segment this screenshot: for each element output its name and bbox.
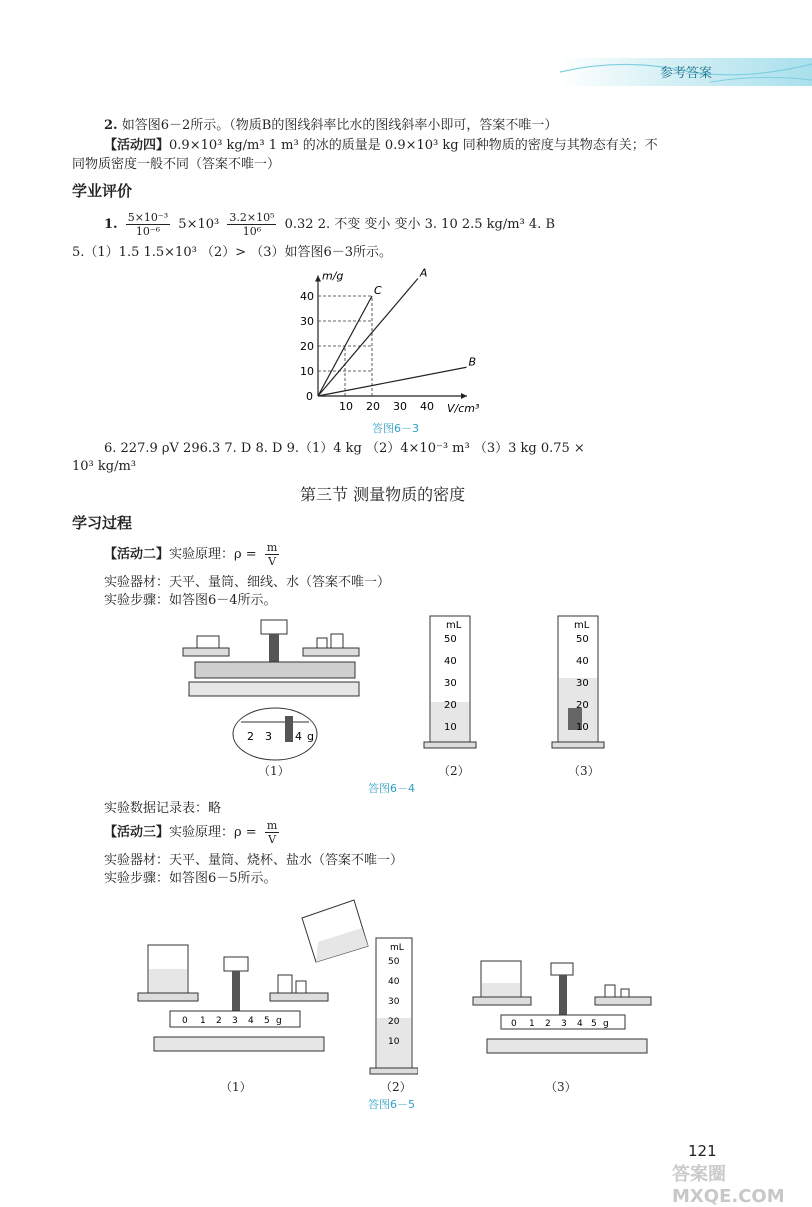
rho-fraction-1: $\frac{m}{V}$ <box>266 541 278 568</box>
activity3-principle: 【活动三】实验原理：ρ = $\frac{m}{V}$ <box>104 819 278 846</box>
svg-text:2: 2 <box>545 1019 551 1029</box>
fig4-sub1: （1） <box>258 764 290 778</box>
y-tick-label: 40 <box>300 290 314 303</box>
activity4-line1 <box>104 137 658 155</box>
fig5-caption: 答图6－5 <box>368 1098 415 1111</box>
x-axis-arrow <box>461 393 467 399</box>
svg-text:1: 1 <box>529 1019 535 1029</box>
y-axis-arrow <box>315 276 321 282</box>
svg-text:2: 2 <box>216 1016 222 1026</box>
activity4-tag: 【活动四】 <box>104 138 170 153</box>
svg-text:mL: mL <box>390 943 404 953</box>
fig5-sub2: （2） <box>380 1080 412 1094</box>
svg-text:5: 5 <box>591 1019 597 1029</box>
fraction-2: $\frac{\text{3.2×10⁵}}{\text{10⁶}}$ <box>229 211 275 238</box>
svg-text:20: 20 <box>388 1017 400 1027</box>
svg-text:g: g <box>603 1019 609 1029</box>
svg-text:40: 40 <box>388 977 400 987</box>
activity2-steps: 实验步骤：如答图6－4所示。 <box>104 593 277 608</box>
activity3-materials: 实验器材：天平、量筒、烧杯、盐水（答案不唯一） <box>104 853 404 868</box>
fig4-sub3: （3） <box>568 764 600 778</box>
series-label-B: B <box>468 355 477 369</box>
watermark: 答案圈 MXQE.COM <box>672 1164 785 1207</box>
balance-figure-5-3 <box>465 955 655 1065</box>
series-line-B <box>318 367 467 396</box>
rho-fraction-2: $\frac{m}{V}$ <box>266 819 278 846</box>
svg-text:3: 3 <box>561 1019 567 1029</box>
q1-rest: 0.32 2. 不变 变小 变小 3. 10 2.5 kg/m³ 4. B <box>284 217 555 232</box>
activity2-tag: 【活动二】 <box>104 547 170 562</box>
series-label-A: A <box>419 266 428 280</box>
svg-text:5: 5 <box>264 1016 270 1026</box>
fig5-sub1: （1） <box>220 1080 252 1094</box>
cylinder-figure-4-2 <box>420 612 490 752</box>
activity4-line2: 同物质密度一般不同（答案不唯一） <box>72 157 281 172</box>
x-tick-label: 40 <box>420 400 434 413</box>
assessment-q6-line1: 6. 227.9 ρV 296.3 7. D 8. D 9.（1）4 kg （2）4×10⁻³ m³ （3）3 kg 0.75 × <box>104 441 585 456</box>
svg-text:0: 0 <box>511 1019 517 1029</box>
svg-text:4: 4 <box>248 1016 254 1026</box>
svg-text:40: 40 <box>444 656 457 667</box>
origin-label: 0 <box>306 390 313 403</box>
fig5-sub3: （3） <box>545 1080 577 1094</box>
cylinder-figure-4-3 <box>548 612 618 752</box>
series-line-A <box>318 279 418 397</box>
assessment-q5: 5.（1）1.5 1.5×10³ （2）> （3）如答图6－3所示。 <box>72 245 393 260</box>
item2-num: 2. <box>104 118 118 133</box>
svg-text:50: 50 <box>576 634 589 645</box>
balance-figure-4-1 <box>175 612 365 772</box>
svg-text:1: 1 <box>200 1016 206 1026</box>
activity3-tag: 【活动三】 <box>104 825 170 840</box>
pouring-cylinder-figure-5-2 <box>298 898 418 1078</box>
mass-volume-chart <box>290 258 520 418</box>
x-axis-label: V/cm³ <box>447 402 480 415</box>
assessment-heading: 学业评价 <box>72 182 133 200</box>
item2 <box>104 117 557 135</box>
assessment-q6-line2: 10³ kg/m³ <box>72 459 137 474</box>
y-tick-label: 20 <box>300 340 314 353</box>
svg-text:10: 10 <box>444 722 457 733</box>
page-number: 121 <box>688 1142 717 1160</box>
y-tick-label: 10 <box>300 365 314 378</box>
svg-text:50: 50 <box>388 957 400 967</box>
svg-text:mL: mL <box>574 620 590 631</box>
y-tick-label: 30 <box>300 315 314 328</box>
x-tick-label: 30 <box>393 400 407 413</box>
activity2-materials: 实验器材：天平、量筒、细线、水（答案不唯一） <box>104 575 391 590</box>
q1-val2: 5×10³ <box>178 217 220 232</box>
y-axis-label: m/g <box>322 269 344 283</box>
svg-text:4: 4 <box>295 730 302 743</box>
fig4-sub2: （2） <box>438 764 470 778</box>
activity4-text: 0.9×10³ kg/m³ 1 m³ 的冰的质量是 0.9×10³ kg 同种物质的密度与其物态有关；不 <box>169 138 658 153</box>
svg-text:50: 50 <box>444 634 457 645</box>
header-title: 参考答案 <box>660 66 713 81</box>
series-label-C: C <box>374 284 382 297</box>
svg-text:4: 4 <box>577 1019 583 1029</box>
chart-caption: 答图6－3 <box>372 422 419 435</box>
assessment-q1 <box>104 208 555 242</box>
svg-text:30: 30 <box>388 997 400 1007</box>
x-tick-label: 20 <box>366 400 380 413</box>
svg-text:0: 0 <box>182 1016 188 1026</box>
section-title: 第三节 测量物质的密度 <box>300 485 466 504</box>
svg-text:g: g <box>307 730 314 743</box>
svg-text:10: 10 <box>576 722 589 733</box>
svg-text:20: 20 <box>444 700 457 711</box>
svg-text:mL: mL <box>446 620 462 631</box>
svg-text:30: 30 <box>576 678 589 689</box>
data-record: 实验数据记录表：略 <box>104 801 222 816</box>
process-heading: 学习过程 <box>72 514 133 532</box>
svg-text:40: 40 <box>576 656 589 667</box>
svg-text:30: 30 <box>444 678 457 689</box>
fraction-1: $\frac{\text{5×10⁻³}}{\text{10⁻⁶}}$ <box>127 211 169 238</box>
activity3-steps: 实验步骤：如答图6－5所示。 <box>104 871 277 886</box>
item2-text: 如答图6－2所示。（物质B的图线斜率比水的图线斜率小即可，答案不唯一） <box>121 118 558 133</box>
svg-text:g: g <box>276 1016 282 1026</box>
fig4-caption: 答图6－4 <box>368 782 415 795</box>
q1-label: 1. <box>104 217 118 232</box>
activity2-principle: 【活动二】实验原理：ρ = $\frac{m}{V}$ <box>104 541 278 568</box>
svg-text:3: 3 <box>232 1016 238 1026</box>
svg-text:10: 10 <box>388 1037 400 1047</box>
svg-text:2: 2 <box>247 730 254 743</box>
x-tick-label: 10 <box>339 400 353 413</box>
svg-text:20: 20 <box>576 700 589 711</box>
svg-text:3: 3 <box>265 730 272 743</box>
